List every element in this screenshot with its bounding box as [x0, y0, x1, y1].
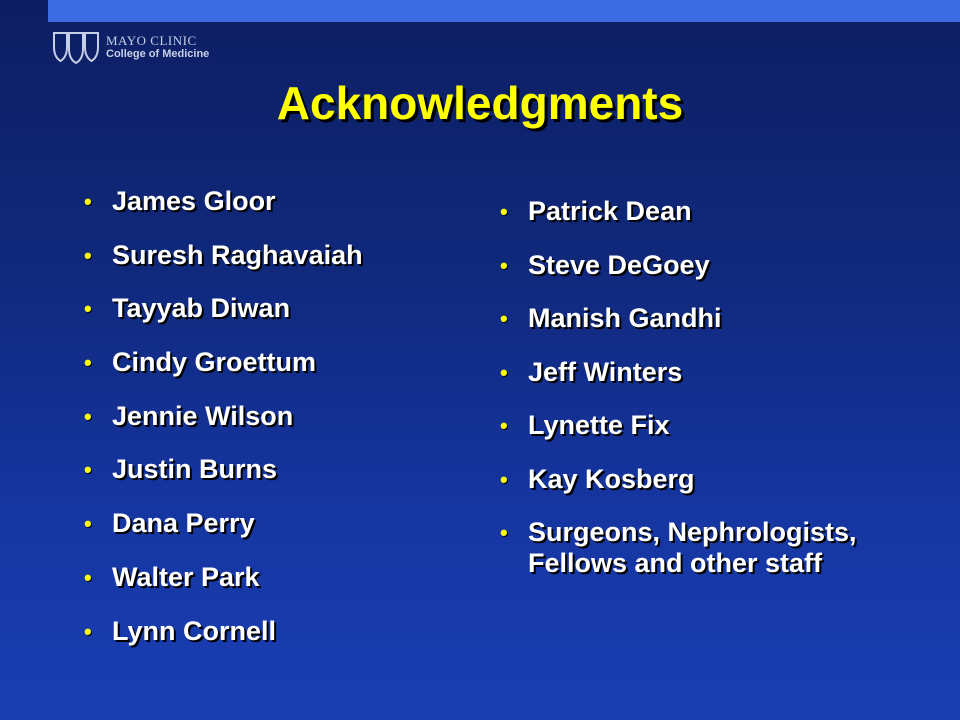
- list-item: [84, 508, 464, 539]
- list-item-text: Cindy Groettum: [112, 347, 317, 378]
- list-item: [500, 303, 920, 334]
- list-item: [500, 357, 920, 388]
- list-item-text: Kay Kosberg: [528, 463, 695, 494]
- list-item-text: Lynette Fix: [528, 410, 670, 440]
- list-item: [500, 464, 920, 495]
- list-item: [84, 240, 464, 271]
- bullet-icon: •: [84, 618, 92, 644]
- bullet-icon: •: [84, 350, 92, 376]
- list-item-text: James Gloor: [112, 186, 276, 216]
- list-item-text: Jeff Winters: [528, 356, 683, 387]
- list-item-text: Lynn Cornell: [112, 615, 277, 646]
- list-item-text: Steve DeGoey: [528, 249, 710, 280]
- bullet-icon: •: [84, 403, 92, 429]
- bullet-icon: •: [500, 520, 508, 545]
- list-item: [84, 616, 464, 647]
- list-item: [84, 347, 464, 378]
- top-accent-bar: [48, 0, 960, 22]
- list-item: [500, 250, 920, 281]
- bullet-icon: •: [500, 466, 508, 492]
- logo-name: MAYO CLINIC: [106, 33, 197, 48]
- bullet-icon: •: [84, 511, 92, 537]
- bullet-icon: •: [500, 413, 508, 438]
- list-item-text: Walter Park: [112, 561, 260, 592]
- right-name-list: [500, 196, 920, 602]
- slide-title: Acknowledgments: [276, 77, 684, 129]
- left-name-list: [84, 186, 464, 669]
- list-item-text: Tayyab Diwan: [112, 293, 291, 324]
- list-item-text: Dana Perry: [112, 508, 255, 539]
- bullet-icon: •: [84, 564, 92, 590]
- bullet-icon: •: [84, 457, 92, 483]
- list-item: [84, 186, 464, 217]
- list-item-text: Jennie Wilson: [112, 400, 294, 431]
- list-item: [500, 410, 920, 441]
- list-item-text: Patrick Dean: [528, 196, 692, 226]
- bullet-icon: •: [84, 189, 92, 214]
- logo-subtitle: College of Medicine: [106, 48, 210, 60]
- bullet-icon: •: [84, 296, 92, 322]
- list-item: [84, 562, 464, 593]
- bullet-icon: •: [500, 252, 508, 278]
- mayo-clinic-logo: [52, 30, 209, 64]
- list-item: [84, 293, 464, 324]
- list-item-text: Surgeons, Nephrologists, Fellows and other staff: [528, 517, 857, 578]
- bullet-icon: •: [500, 359, 508, 385]
- bullet-icon: •: [84, 242, 92, 268]
- list-item: [500, 517, 920, 579]
- list-item-text: Manish Gandhi: [528, 303, 722, 333]
- bullet-icon: •: [500, 199, 508, 224]
- list-item-text: Justin Burns: [112, 454, 278, 485]
- bullet-icon: •: [500, 306, 508, 331]
- mayo-shields-icon: [52, 30, 100, 64]
- list-item: [84, 401, 464, 432]
- list-item: [84, 454, 464, 485]
- list-item: [500, 196, 920, 227]
- list-item-text: Suresh Raghavaiah: [112, 239, 363, 270]
